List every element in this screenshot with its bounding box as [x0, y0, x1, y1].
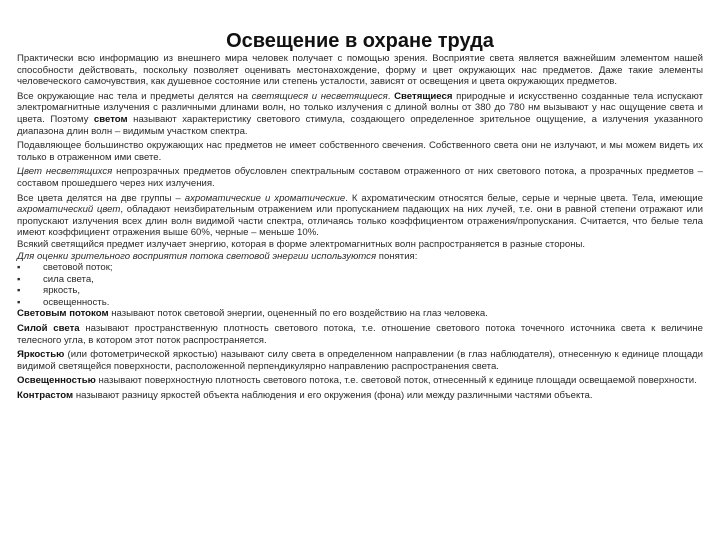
paragraph — [17, 349, 703, 372]
text-run: , обладают неизбирательным отражением или пропусканием падающих на них лучей, т.е. они в равной степени отражают или пропускают излучения всех длин волн видимой части спектра, отличаясь только коэффициентом отражения/пропускания. Считается, что белые тела имеют коэффициент отражения выше 60%, черные – меньше 10%. — [17, 204, 703, 239]
paragraph — [17, 323, 703, 346]
bullet-item — [17, 274, 703, 286]
bold-term: Освещенностью — [17, 375, 96, 387]
text-run: называют разницу яркостей объекта наблюдения и его окружения (фона) или между различными частями объекта. — [73, 390, 593, 402]
text-run: освещенность. — [43, 296, 110, 308]
text-run: световой поток; — [43, 262, 113, 274]
text-run: Всякий светящийся предмет излучает энергию, которая в форме электромагнитных волн распространяется в разные стороны. — [17, 238, 586, 250]
text-run: называют поток световой энергии, оцененный по его воздействию на глаз человека. — [108, 308, 488, 320]
bold-term: светом — [93, 113, 128, 125]
italic-text: Для оценки зрительного восприятия потока световой энергии используются — [17, 250, 377, 262]
text-run: понятия: — [376, 250, 418, 262]
bold-term: Силой света — [17, 323, 80, 335]
bullet-item — [17, 262, 703, 274]
paragraph — [17, 140, 703, 163]
document-body — [17, 53, 703, 405]
text-run: природные и искусственно созданные тела испускают электромагнитные излучения с различными длинами волн, но только излучения с длиной волны от 380 до 780 нм вызывают у нас ощущение света и цвета. Поэтому — [17, 90, 703, 125]
italic-text: светящиеся и несветящиеся — [251, 90, 388, 102]
text-run: называют пространственную плотность светового потока, т.е. отношение светового потока точечного источника света к величине телесного угла, в котором этот поток распространяется. — [17, 323, 703, 346]
text-run: Все цвета делятся на две группы – — [17, 192, 185, 204]
text-run: называют поверхностную плотность светового потока, т.е. световой поток, отнесенный к единице площади освещаемой поверхности. — [95, 375, 697, 387]
italic-text: Цвет несветящихся — [17, 166, 113, 178]
italic-text: ахроматический цвет — [17, 204, 121, 216]
text-run: . — [387, 90, 395, 102]
bold-term: Светящиеся — [394, 90, 453, 102]
text-run: называют характеристику светового стимула, создающего определенное зрительное ощущение, а излучения указанного диапазона длин волн – видимым участком спектра. — [17, 113, 703, 137]
text-run: Практически всю информацию из внешнего мира человек получает с помощью зрения. Восприятие света является важнейшим элементом нашей способности действовать, поскольку позволяет оценивать местонахождение, форму и цвет окружающих нас предметов. Даже такие элементы человеческого самочувствия, как душевное состояние или степень усталости, зависят от освещения и цвета окружающих предметов. — [17, 53, 703, 88]
text-run: яркость, — [43, 285, 81, 297]
bold-term: Контрастом — [17, 390, 74, 402]
bold-term: Яркостью — [17, 349, 65, 361]
text-run: Все окружающие нас тела и предметы делятся на — [17, 90, 252, 102]
paragraph — [17, 375, 703, 387]
text-run: (или фотометрической яркостью) называют силу света в определенном направлении (в глаз наблюдателя), отнесенную к единице площади видимой светящейся поверхности, расположенной перпендикулярно направлению распространения света. — [17, 349, 703, 372]
bold-term: Световым потоком — [17, 308, 109, 320]
paragraph — [17, 390, 703, 402]
text-run: Подавляющее большинство окружающих нас предметов не имеет собственного свечения. Собственного света они не излучают, и мы можем видеть их только в отраженном ими свете. — [17, 140, 703, 163]
paragraph — [17, 251, 703, 263]
text-run: непрозрачных предметов обусловлен спектральным составом отраженного от них светового потока, а прозрачных предметов – составом прошедшего через них излучения. — [17, 166, 703, 189]
text-run: сила света, — [43, 273, 94, 285]
page-title: Освещение в охране труда — [226, 30, 494, 52]
paragraph — [17, 91, 703, 137]
text-run: . К ахроматическим относятся белые, серые и черные цвета. Тела, имеющие — [345, 192, 703, 204]
paragraph — [17, 308, 703, 320]
bullet-item — [17, 297, 703, 309]
bullet-item — [17, 285, 703, 297]
paragraph — [17, 166, 703, 189]
paragraph — [17, 239, 703, 251]
paragraph — [17, 53, 703, 88]
paragraph — [17, 193, 703, 239]
italic-text: ахроматические и хроматические — [184, 192, 346, 204]
